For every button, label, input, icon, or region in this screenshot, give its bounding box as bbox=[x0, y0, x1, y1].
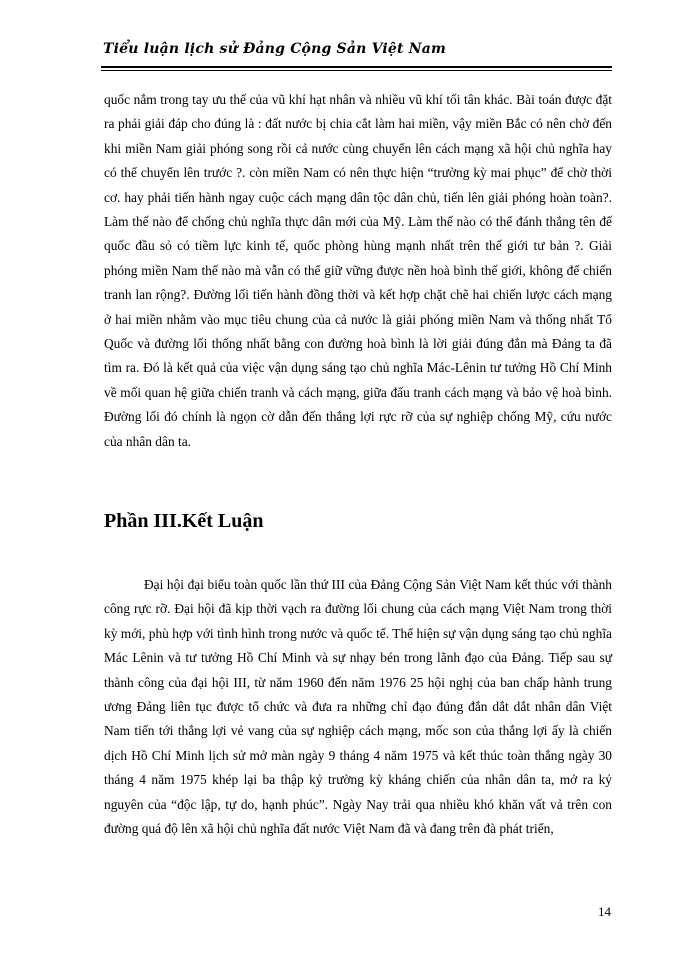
body-paragraph-1: quốc nắm trong tay ưu thế của vũ khí hạt nhân và nhiều vũ khí tối tân khác. Bài toán được đặt ra phải giải đáp cho đúng là : đất nước bị chia cắt làm hai miền, vậy miền Bắc có nên chờ đến khi miền Nam giải phóng song rồi cả nước cùng chuyển lên cách mạng xã hội chủ nghĩa hay có thể chuyển lên trước ?. còn miền Nam có nên thực hiện “trường kỳ mai phục” để chờ thời cơ. hay phải tiến hành ngay cuộc cách mạng dân tộc dân chủ, tiến lên giải phóng hoàn toàn?. Làm thế nào để chống chủ nghĩa thực dân mới của Mỹ. Làm thế nào có thể đánh thắng tên đế quốc đầu sỏ có tiềm lực kinh tế, quốc phòng hùng mạnh nhất trên thế giới tư bản ?. Giải phóng miền Nam thế nào mà vẫn có thể giữ vững được nền hoà bình thế giới, không để chiến tranh lan rộng?. Đường lối tiến hành đồng thời và kết hợp chặt chẽ hai chiến lược cách mạng ở hai miền nhằm vào mục tiêu chung của cả nước là giải phóng miền Nam và thống nhất Tổ Quốc và đường lối thống nhất bằng con đường hoà bình là lời giải đúng đắn mà Đảng ta đã tìm ra. Đó là kết quả của việc vận dụng sáng tạo chủ nghĩa Mác-Lênin tư tưởng Hồ Chí Minh về mối quan hệ giữa chiến tranh và cách mạng, giữa đấu tranh cách mạng và bảo vệ hoà bình. Đường lối đó chính là ngọn cờ dẫn đến thắng lợi rực rỡ của sự nghiệp chống Mỹ, cứu nước của nhân dân ta. bbox=[104, 92, 612, 449]
header-rule-thick bbox=[101, 66, 612, 68]
page-number: 14 bbox=[598, 904, 611, 919]
body-paragraph-2: Đại hội đại biểu toàn quốc lần thứ III của Đảng Cộng Sản Việt Nam kết thúc với thành công rực rỡ. Đại hội đã kịp thời vạch ra đường lối chung của cách mạng Việt Nam trong thời kỳ mới, phù hợp với tình hình trong nước và quốc tế. Thể hiện sự vận dụng sáng tạo chủ nghĩa Mác Lênin và tư tưởng Hồ Chí Minh và sự nhạy bén trong lãnh đạo của Đảng. Tiếp sau sự thành công của đại hội III, từ năm 1960 đến năm 1976 25 hội nghị của ban chấp hành trung ương Đảng liên tục được tổ chức và đưa ra những chỉ đạo đúng đắn dắt dắt nhân dân Việt Nam tiến tới thắng lợi vẻ vang của sự nghiệp cách mạng, mốc son của thắng lợi ấy là chiến dịch Hồ Chí Minh lịch sử mở màn ngày 9 tháng 4 năm 1975 và kết thúc toàn thắng ngày 30 tháng 4 năm 1975 khép lại ba thập kỷ trường kỳ kháng chiến của nhân dân ta, mở ra kỷ nguyên của “độc lập, tự do, hạnh phúc”. Ngày Nay trải qua nhiều khó khăn vất vả trên con đường quá độ lên xã hội chủ nghĩa đất nước Việt Nam đã và đang trên đà phát triển, bbox=[104, 577, 612, 837]
section-heading: Phần III.Kết Luận bbox=[104, 510, 264, 532]
header-rule-thin bbox=[101, 70, 612, 71]
running-header-title: Tiểu luận lịch sử Đảng Cộng Sản Việt Nam bbox=[103, 41, 447, 57]
